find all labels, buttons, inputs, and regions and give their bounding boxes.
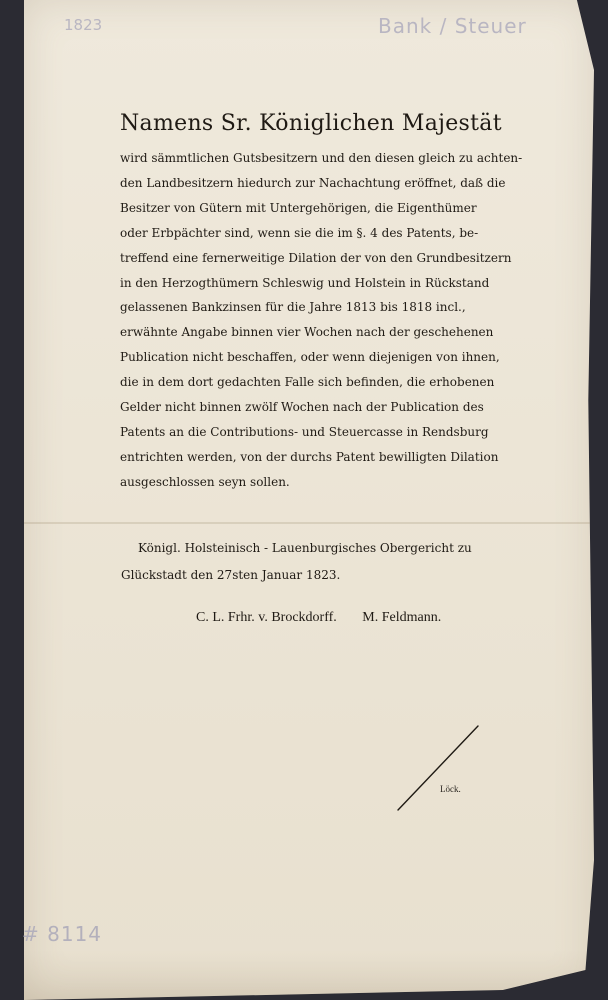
proclamation-heading: Namens Sr. Königlichen Majestät (120, 111, 502, 136)
body-line: Gelder nicht binnen zwölf Wochen nach der Publication des (120, 400, 484, 415)
body-line: Patents an die Contributions- und Steuercasse in Rendsburg (120, 424, 489, 439)
body-line: ausgeschlossen seyn sollen. (120, 474, 290, 489)
archive-year-note: 1823 (64, 16, 103, 34)
body-line: Publication nicht beschaffen, oder wenn diejenigen von ihnen, (120, 350, 500, 365)
body-line: wird sämmtlichen Gutsbesitzern und den diesen gleich zu achten- (120, 151, 523, 165)
body-line: den Landbesitzern hiedurch zur Nachachtung eröffnet, daß die (120, 175, 506, 190)
body-line: erwähnte Angabe binnen vier Wochen nach der geschehenen (120, 325, 494, 340)
body-line: Besitzer von Gütern mit Untergehörigen, die Eigenthümer (120, 200, 477, 215)
body-line: gelassenen Bankzinsen für die Jahre 1813 bis 1818 incl., (120, 300, 466, 315)
body-line: treffend eine fernerweitige Dilation der von den Grundbesitzern (120, 250, 512, 265)
body-line: die in dem dort gedachten Falle sich befinden, die erhobenen (120, 375, 495, 390)
clerk-mark: Löck. (440, 784, 461, 794)
place-date-line: Glückstadt den 27sten Januar 1823. (121, 568, 341, 582)
body-line: oder Erbpächter sind, wenn sie die im §. 4 des Patents, be- (120, 225, 479, 240)
issuer-line: Königl. Holsteinisch - Lauenburgisches Obergericht zu (138, 541, 472, 555)
archive-subject-note: Bank / Steuer (378, 14, 527, 38)
body-line: entrichten werden, von der durchs Patent bewilligten Dilation (120, 449, 499, 464)
body-line: in den Herzogthümern Schleswig und Holstein in Rückstand (120, 275, 490, 290)
archive-inventory-number: # 8114 (22, 922, 103, 946)
pen-stroke-mark (392, 720, 482, 820)
proclamation-text (120, 102, 523, 495)
signature-block (196, 610, 496, 626)
signatory-brockdorff: C. L. Frhr. v. Brockdorff. (196, 610, 337, 625)
signatory-feldmann: M. Feldmann. (362, 610, 442, 625)
